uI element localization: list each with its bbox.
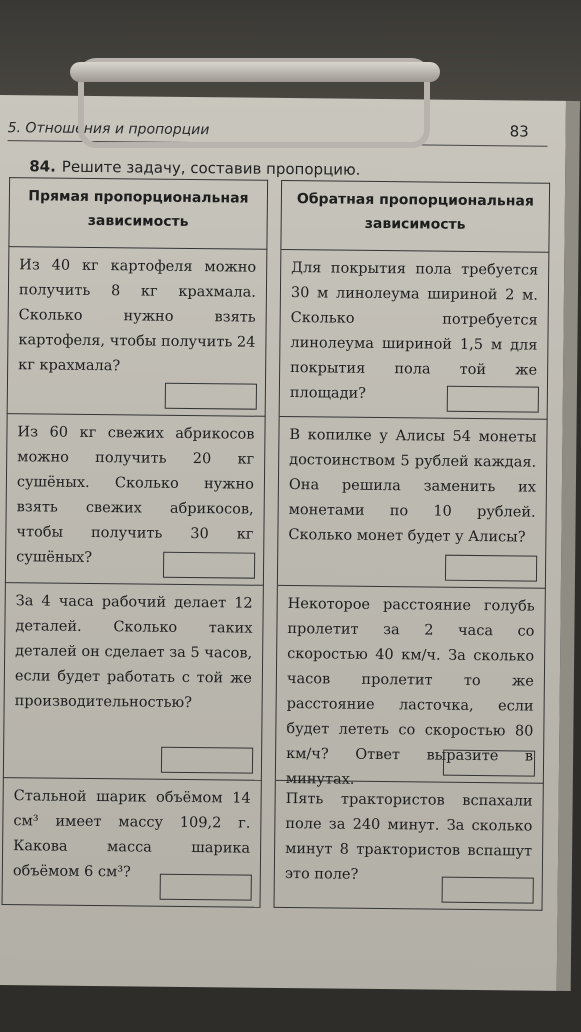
- answer-box[interactable]: [160, 874, 252, 901]
- answer-box[interactable]: [447, 386, 539, 413]
- problem-cell: [277, 416, 547, 588]
- problem-cell: [2, 778, 261, 908]
- section-header: 5. Отношения и пропорции: [7, 120, 210, 139]
- answer-box[interactable]: [445, 555, 537, 582]
- task-statement: [29, 157, 360, 178]
- problem-text: Для покрытия пола требуется 30 м линолеума шириной 2 м. Сколько потребуется линолеума шириной 1,5 м для покрытия пола той же площади?: [289, 260, 539, 402]
- column-header-inverse: Обратная пропорциональная зависимость: [281, 180, 550, 252]
- answer-box[interactable]: [161, 747, 253, 774]
- page-number: 83: [509, 122, 529, 141]
- task-text: Решите задачу, составив пропорцию.: [61, 157, 361, 179]
- answer-box[interactable]: [163, 552, 255, 579]
- problem-text: Стальной шарик объёмом 14 см³ имеет массу 109,2 г. Какова масса шарика объёмом 6 см³?: [12, 788, 251, 881]
- answer-box[interactable]: [442, 877, 534, 904]
- problem-text: За 4 часа рабочий делает 12 деталей. Сколько таких деталей он сделает за 5 часов, если будет работать с той же производительностью?: [14, 593, 253, 712]
- page-edge: [557, 101, 580, 991]
- problem-text: Из 60 кг свежих абрикосов можно получить 20 кг сушёных. Сколько нужно взять свежих абрикосов, чтобы получить 30 кг сушёных?: [16, 424, 255, 566]
- column-header-direct: Прямая пропорциональная зависимость: [9, 178, 268, 250]
- problem-text: В копилке у Алисы 54 монеты достоинством 5 рублей каждая. Она решила заменить их монетами по 10 рублей. Сколько монет будет у Алисы?: [288, 427, 537, 546]
- answer-box[interactable]: [165, 383, 257, 410]
- problem-cell: [275, 585, 545, 788]
- problem-cell: [279, 249, 549, 419]
- problem-cell: [7, 247, 267, 417]
- workbook-page: [0, 95, 566, 991]
- problem-text: Из 40 кг картофеля можно получить 8 кг крахмала. Сколько нужно взять картофеля, чтобы получить 24 кг крахмала?: [18, 257, 257, 375]
- problem-cell: [3, 583, 263, 781]
- task-number: 84.: [29, 157, 56, 176]
- clipboard-clip-bar: [70, 62, 440, 82]
- problem-cell: [274, 780, 543, 910]
- problems-table: [2, 177, 551, 911]
- problem-text: Некоторое расстояние голубь пролетит за 2 часа со скоростью 40 км/ч. За сколько часов пролетит то же расстояние ласточка, если будет лететь со скоростью 80 км/ч? Ответ выразите в минутах.: [285, 596, 535, 788]
- problem-text: Пять трактористов вспахали поле за 240 минут. За сколько минут 8 трактористов вспашут это поле?: [284, 791, 533, 883]
- problem-cell: [5, 414, 265, 586]
- answer-box[interactable]: [443, 750, 535, 777]
